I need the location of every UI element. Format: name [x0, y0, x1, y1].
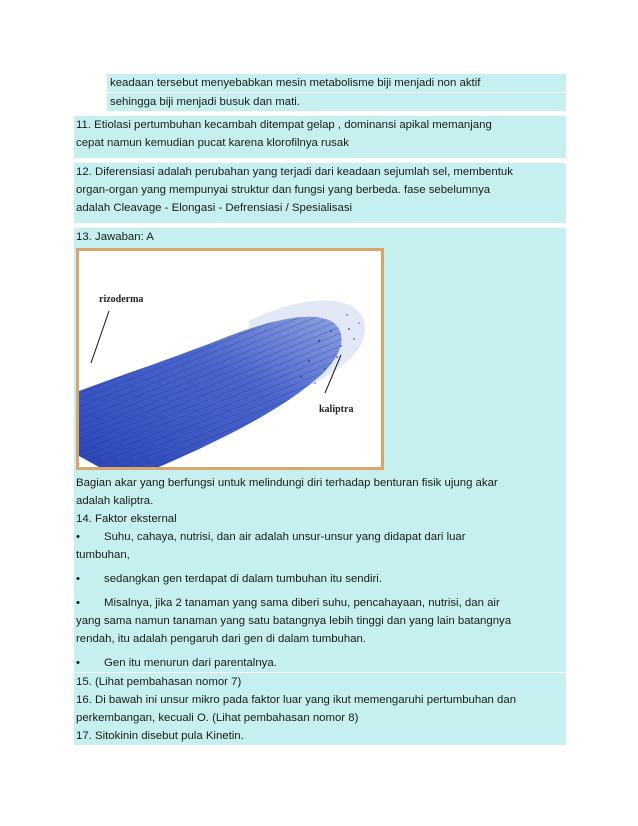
question-11 — [74, 115, 566, 158]
text-line: rendah, itu adalah pengaruh dari gen di dalam tumbuhan. — [76, 633, 367, 645]
text-line: adalah Cleavage - Elongasi - Defrensiasi / Spesialisasi — [76, 202, 353, 214]
list-item — [74, 654, 566, 672]
question-13 — [74, 227, 566, 510]
text-line: organ-organ yang mempunyai struktur dan fungsi yang berbeda. fase sebelumnya — [76, 184, 491, 196]
text-line: sehingga biji menjadi busuk dan mati. — [107, 92, 566, 111]
question-14 — [74, 510, 566, 672]
text-line: 12. Diferensiasi adalah perubahan yang terjadi dari keadaan sejumlah sel, membentuk — [76, 166, 513, 178]
text-line: 17. Sitokinin disebut pula Kinetin. — [76, 730, 244, 742]
bullet-icon: • — [76, 531, 80, 543]
root-tip-illustration — [79, 251, 381, 467]
bullet-icon: • — [76, 573, 80, 585]
bullet-text: sedangkan gen terdapat di dalam tumbuhan itu sendiri. — [104, 573, 382, 585]
bullet-text: Misalnya, jika 2 tanaman yang sama diberi suhu, pencahayaan, nutrisi, dan air — [104, 597, 500, 609]
answer-text: 13. Jawaban: A — [76, 231, 154, 243]
label-kaliptra: kaliptra — [319, 404, 354, 415]
section-title: 14. Faktor eksternal — [76, 513, 177, 525]
list-item — [74, 594, 566, 612]
label-rizoderma: rizoderma — [99, 294, 144, 305]
text-line: 16. Di bawah ini unsur mikro pada faktor luar yang ikut memengaruhi pertumbuhan dan — [76, 694, 517, 706]
root-tip-micrograph — [76, 248, 384, 470]
bullet-icon: • — [76, 657, 80, 669]
list-item — [74, 528, 566, 546]
text-line: perkembangan, kecuali O. (Lihat pembahasan nomor 8) — [76, 712, 359, 724]
text-line: 15. (Lihat pembahasan nomor 7) — [76, 676, 242, 688]
text-line: tumbuhan, — [76, 549, 130, 561]
document-page — [74, 74, 566, 745]
text-line: cepat namun kemudian pucat karena klorofilnya rusak — [76, 137, 349, 149]
text-line: adalah kaliptra. — [76, 495, 154, 507]
bullet-text: Gen itu menurun dari parentalnya. — [104, 657, 277, 669]
bullet-text: Suhu, cahaya, nutrisi, dan air adalah unsur-unsur yang didapat dari luar — [104, 531, 466, 543]
text-line: keadaan tersebut menyebabkan mesin metabolisme biji menjadi non aktif — [110, 77, 481, 89]
text-line: yang sama namun tanaman yang satu batangnya lebih tinggi dan yang lain batangnya — [76, 615, 512, 627]
text-line: Bagian akar yang berfungsi untuk melindungi diri terhadap benturan fisik ujung akar — [76, 477, 498, 489]
bullet-icon: • — [76, 597, 80, 609]
question-12 — [74, 162, 566, 223]
intro-block — [107, 74, 566, 111]
list-item — [74, 570, 566, 588]
text-line: 11. Etiolasi pertumbuhan kecambah ditempat gelap , dominansi apikal memanjang — [76, 119, 492, 131]
figure-container — [74, 246, 566, 474]
questions-15-17 — [74, 672, 566, 745]
